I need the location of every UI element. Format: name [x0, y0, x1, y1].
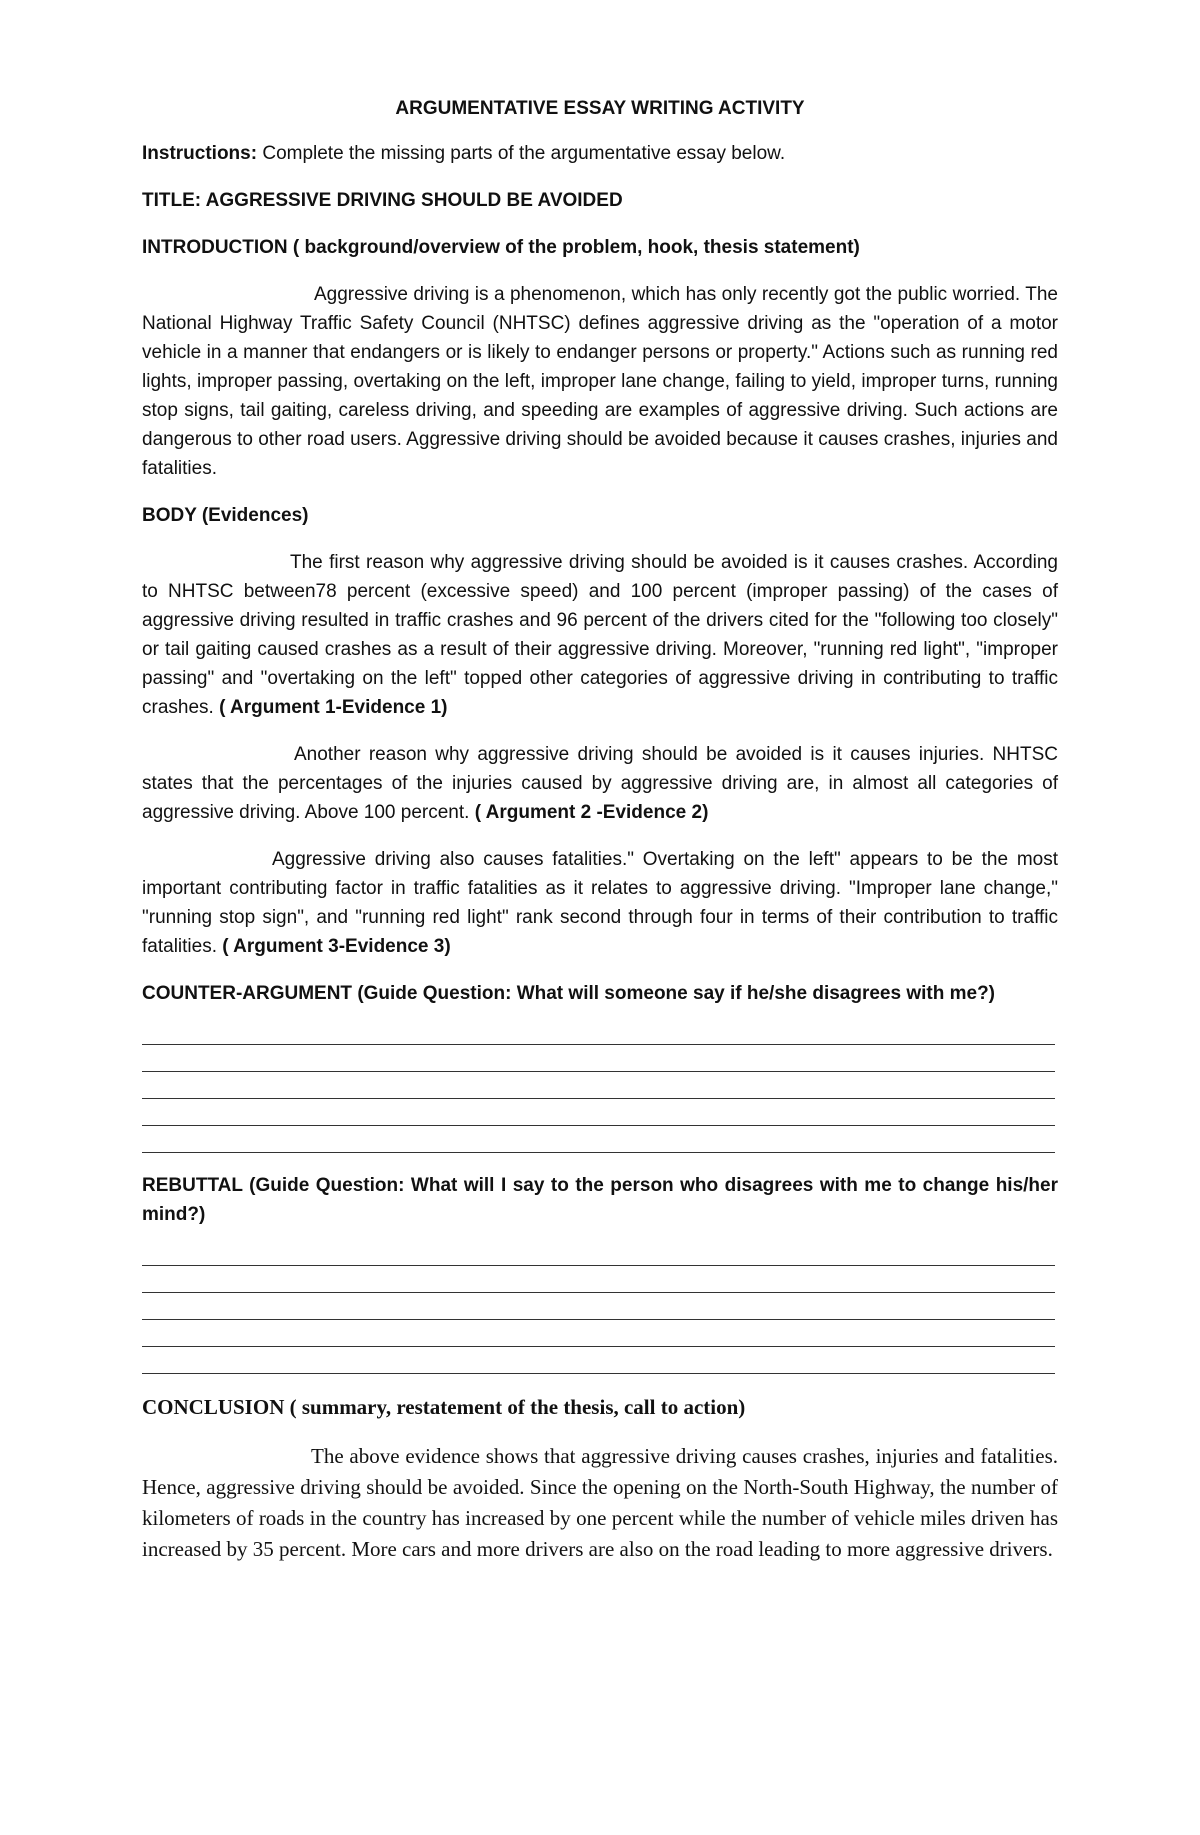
answer-line[interactable]: [142, 1045, 1055, 1072]
rebuttal-answer-lines[interactable]: [142, 1239, 1058, 1374]
worksheet-page: [142, 94, 1058, 1565]
body-paragraph-3: [142, 845, 1058, 961]
answer-line[interactable]: [142, 1320, 1055, 1347]
answer-line[interactable]: [142, 1239, 1055, 1266]
instructions-label: Instructions:: [142, 143, 258, 164]
conclusion-section: [142, 1392, 1058, 1565]
body-paragraph-2-text: Another reason why aggressive driving should be avoided is it causes injuries. NHTSC states that the percentages of the injuries caused by aggressive driving are, in almost all categories of aggressive driving. Above 100 percent.: [142, 744, 1058, 823]
answer-line[interactable]: [142, 1126, 1055, 1153]
body-paragraph-3-tag: ( Argument 3-Evidence 3): [222, 936, 451, 957]
essay-title: TITLE: AGGRESSIVE DRIVING SHOULD BE AVOIDED: [142, 190, 623, 211]
answer-line[interactable]: [142, 1072, 1055, 1099]
counter-argument-answer-lines[interactable]: [142, 1018, 1058, 1153]
instructions: [142, 139, 1058, 168]
body-paragraph-3-text: Aggressive driving also causes fatalities." Overtaking on the left" appears to be the most important contributing factor in traffic fatalities as it relates to aggressive driving. "Improper lane change," "running stop sign", and "running red light" rank second through four in terms of their contribution to traffic fatalities.: [142, 849, 1058, 957]
rebuttal-heading: REBUTTAL (Guide Question: What will I say to the person who disagrees with me to change his/her mind?): [142, 1175, 1058, 1225]
answer-line[interactable]: [142, 1293, 1055, 1320]
counter-argument-heading: COUNTER-ARGUMENT (Guide Question: What will someone say if he/she disagrees with me?): [142, 983, 995, 1004]
conclusion-paragraph: The above evidence shows that aggressive driving causes crashes, injuries and fatalities. Hence, aggressive driving should be avoided. Since the opening on the North-South Highway, the number of kilometers of roads in the country has increased by one percent while the number of vehicle miles driven has increased by 35 percent. More cars and more drivers are also on the road leading to more aggressive drivers.: [142, 1444, 1058, 1561]
body-paragraph-1-tag: ( Argument 1-Evidence 1): [219, 697, 448, 718]
body-heading: BODY (Evidences): [142, 505, 309, 526]
answer-line[interactable]: [142, 1347, 1055, 1374]
introduction-heading: INTRODUCTION ( background/overview of the problem, hook, thesis statement): [142, 237, 860, 258]
answer-line[interactable]: [142, 1266, 1055, 1293]
body-paragraph-2-tag: ( Argument 2 -Evidence 2): [474, 802, 709, 823]
body-paragraph-1: [142, 548, 1058, 722]
conclusion-heading: CONCLUSION ( summary, restatement of the thesis, call to action): [142, 1395, 746, 1419]
instructions-text: Complete the missing parts of the argumentative essay below.: [257, 143, 786, 164]
document-title: ARGUMENTATIVE ESSAY WRITING ACTIVITY: [395, 98, 805, 119]
introduction-paragraph: Aggressive driving is a phenomenon, which has only recently got the public worried. The National Highway Traffic Safety Council (NHTSC) defines aggressive driving as the "operation of a motor vehicle in a manner that endangers or is likely to endanger persons or property." Actions such as running red lights, improper passing, overtaking on the left, improper lane change, failing to yield, improper turns, running stop signs, tail gaiting, careless driving, and speeding are examples of aggressive driving. Such actions are dangerous to other road users. Aggressive driving should be avoided because it causes crashes, injuries and fatalities.: [142, 284, 1058, 479]
body-paragraph-2: [142, 740, 1058, 827]
answer-line[interactable]: [142, 1018, 1055, 1045]
answer-line[interactable]: [142, 1099, 1055, 1126]
body-paragraph-1-text: The first reason why aggressive driving should be avoided is it causes crashes. According to NHTSC between78 percent (excessive speed) and 100 percent (improper passing) of the cases of aggressive driving resulted in traffic crashes and 96 percent of the drivers cited for the "following too closely" or tail gaiting caused crashes as a result of their aggressive driving. Moreover, "running red light", "improper passing" and "overtaking on the left" topped other categories of aggressive driving in contributing to traffic crashes.: [142, 552, 1058, 718]
